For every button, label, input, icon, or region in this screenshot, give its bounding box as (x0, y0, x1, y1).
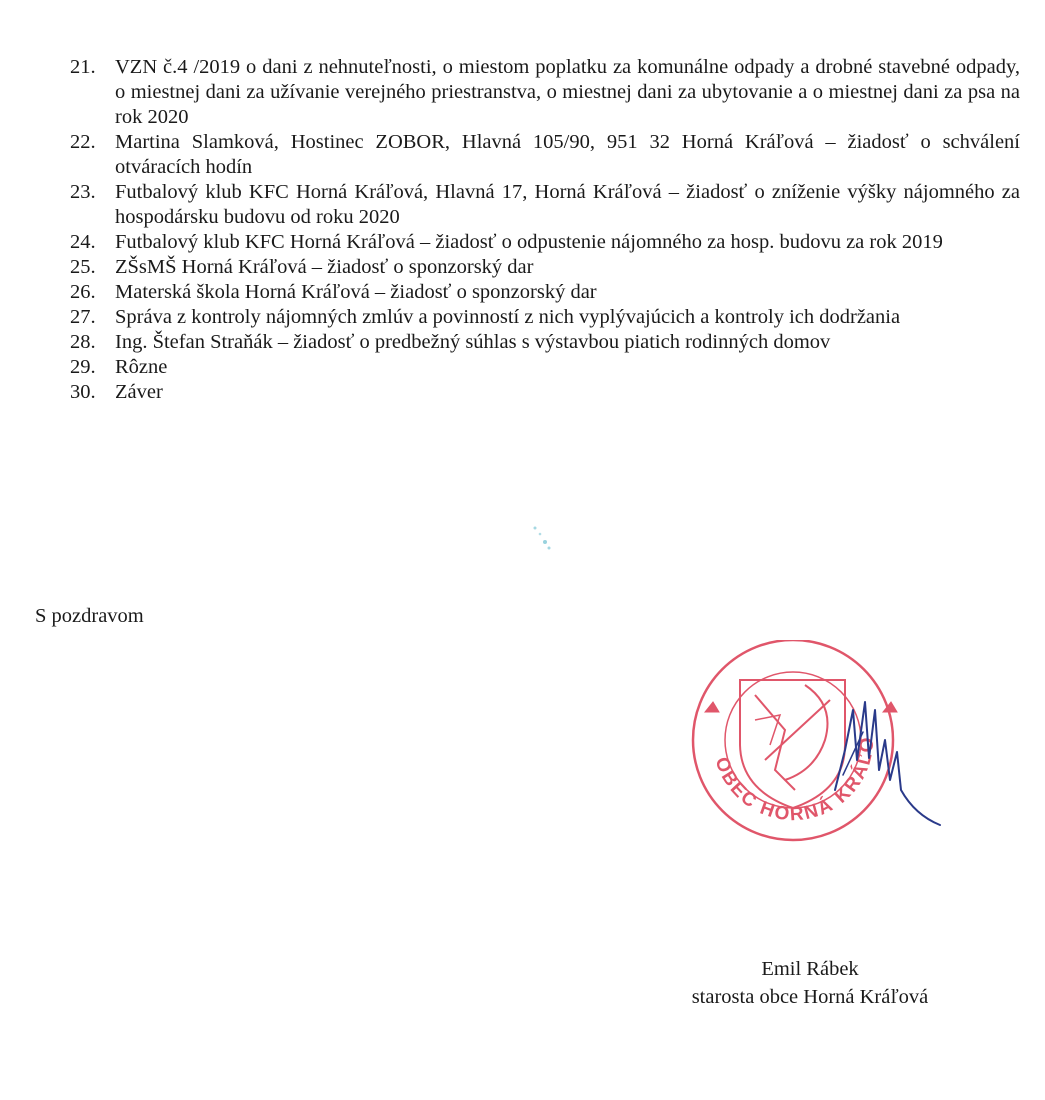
agenda-item (70, 355, 1020, 380)
agenda-list (70, 55, 1020, 405)
agenda-item-text: Záver (115, 381, 163, 403)
agenda-item-text: Materská škola Horná Kráľová – žiadosť o sponzorský dar (115, 281, 597, 303)
agenda-item-number: 23. (70, 181, 96, 203)
agenda-item (70, 330, 1020, 355)
agenda-item-text: ZŠsMŠ Horná Kráľová – žiadosť o sponzorský dar (115, 256, 534, 278)
agenda-item-text: Správa z kontroly nájomných zmlúv a povinností z nich vyplývajúcich a kontroly ich dodržania (115, 306, 901, 328)
agenda-item-text: Futbalový klub KFC Horná Kráľová, Hlavná 17, Horná Kráľová – žiadosť o zníženie výšky nájomného za hospodársku budovu od roku 2020 (115, 181, 1020, 228)
agenda-item-number: 25. (70, 256, 96, 278)
agenda-item-text: Martina Slamková, Hostinec ZOBOR, Hlavná 105/90, 951 32 Horná Kráľová – žiadosť o schválení otváracích hodín (115, 131, 1020, 178)
agenda-item-text: Futbalový klub KFC Horná Kráľová – žiadosť o odpustenie nájomného za hosp. budovu za rok 2019 (115, 231, 943, 253)
signer-block (610, 955, 1010, 1011)
signature (835, 702, 940, 825)
agenda-item-number: 24. (70, 231, 96, 253)
agenda-item (70, 230, 1020, 255)
agenda-item (70, 380, 1020, 405)
agenda-item-number: 28. (70, 331, 96, 353)
closing-greeting: S pozdravom (35, 605, 144, 627)
agenda-item-number: 21. (70, 56, 96, 78)
agenda-item (70, 305, 1020, 330)
agenda-item (70, 255, 1020, 280)
agenda-item-number: 27. (70, 306, 96, 328)
stamp-text: OBEC HORNÁ KRÁĽO (710, 735, 879, 826)
agenda-item (70, 55, 1020, 130)
signer-title: starosta obce Horná Kráľová (691, 986, 929, 1008)
agenda-item-text: Ing. Štefan Straňák – žiadosť o predbežný súhlas s výstavbou piatich rodinných domov (115, 331, 831, 353)
agenda-item-number: 30. (70, 381, 96, 403)
agenda-item (70, 130, 1020, 180)
agenda-item (70, 180, 1020, 230)
agenda-item-number: 29. (70, 356, 96, 378)
official-stamp (685, 640, 945, 855)
agenda-item-number: 26. (70, 281, 96, 303)
agenda-item-text: VZN č.4 /2019 o dani z nehnuteľnosti, o miestom poplatku za komunálne odpady a drobné stavebné odpady, o miestnej dani za užívanie verejného priestranstva, o miestnej dani za ubytovanie a o miestnej dani za psa na rok 2020 (115, 56, 1020, 128)
signer-name: Emil Rábek (761, 958, 859, 980)
agenda-item-number: 22. (70, 131, 96, 153)
agenda-item-text: Rôzne (115, 356, 168, 378)
scan-speck (525, 520, 565, 560)
stamp-and-signature (685, 640, 945, 855)
agenda-item (70, 280, 1020, 305)
